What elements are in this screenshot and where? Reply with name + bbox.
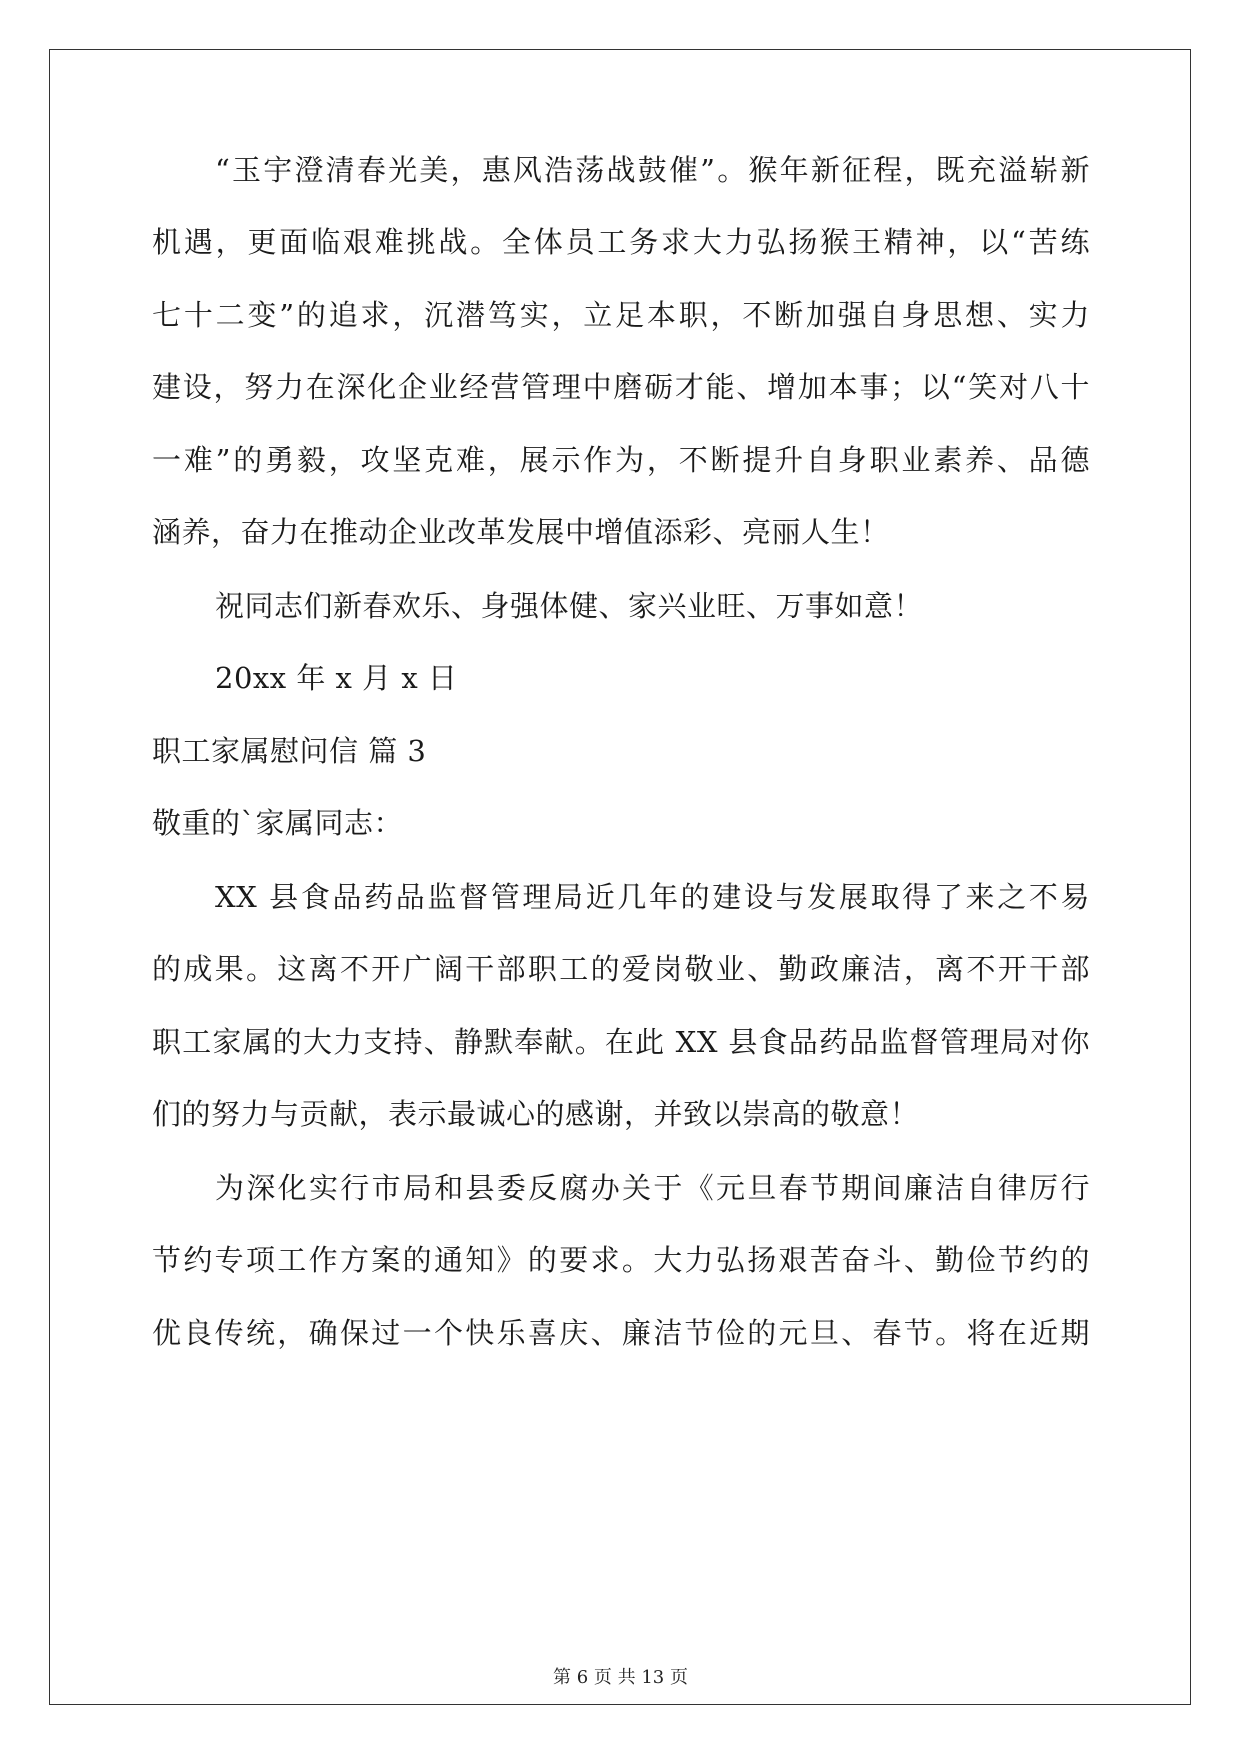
paragraph-1-line-3: 七十二变”的追求，沉潜笃实，立足本职，不断加强自身思想、实力 xyxy=(152,298,1090,332)
page-number-footer: 第 6 页 共 13 页 xyxy=(553,1667,688,1688)
date-line: 20xx 年 x 月 x 日 xyxy=(215,661,458,695)
paragraph-3-line-3: 优良传统，确保过一个快乐喜庆、廉洁节俭的元旦、春节。将在近期 xyxy=(152,1316,1090,1350)
paragraph-1-line-6: 涵养，奋力在推动企业改革发展中增值添彩、亮丽人生！ xyxy=(152,515,890,549)
paragraph-1-line-4: 建设，努力在深化企业经营管理中磨砺才能、增加本事；以“笑对八十 xyxy=(152,370,1090,404)
salutation: 敬重的`家属同志： xyxy=(152,806,404,840)
paragraph-3-line-2: 节约专项工作方案的通知》的要求。大力弘扬艰苦奋斗、勤俭节约的 xyxy=(152,1243,1090,1277)
paragraph-1-line-1: “玉宇澄清春光美，惠风浩荡战鼓催”。猴年新征程，既充溢崭新 xyxy=(215,153,1090,187)
paragraph-3-line-1: 为深化实行市局和县委反腐办关于《元旦春节期间廉洁自律厉行 xyxy=(215,1171,1090,1205)
paragraph-2-line-2: 的成果。这离不开广阔干部职工的爱岗敬业、勤政廉洁，离不开干部 xyxy=(152,952,1090,986)
paragraph-2-line-4: 们的努力与贡献，表示最诚心的感谢，并致以崇高的敬意！ xyxy=(152,1097,920,1131)
paragraph-1-line-5: 一难”的勇毅，攻坚克难，展示作为，不断提升自身职业素养、品德 xyxy=(152,443,1090,477)
greeting-wish: 祝同志们新春欢乐、身强体健、家兴业旺、万事如意！ xyxy=(215,589,924,623)
paragraph-2-line-1: XX 县食品药品监督管理局近几年的建设与发展取得了来之不易 xyxy=(215,880,1090,914)
paragraph-1-line-2: 机遇，更面临艰难挑战。全体员工务求大力弘扬猴王精神，以“苦练 xyxy=(152,225,1090,259)
section-heading: 职工家属慰问信 篇 3 xyxy=(152,734,427,768)
paragraph-2-line-3: 职工家属的大力支持、静默奉献。在此 XX 县食品药品监督管理局对你 xyxy=(152,1025,1090,1059)
